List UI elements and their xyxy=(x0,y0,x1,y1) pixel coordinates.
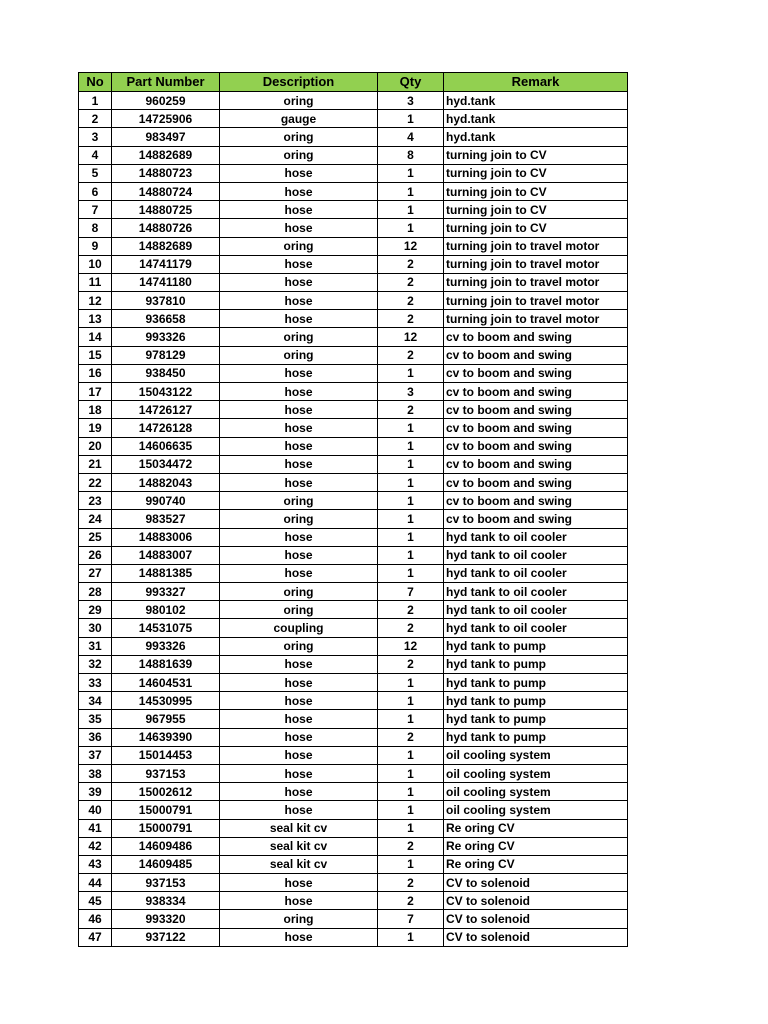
cell-qty: 1 xyxy=(378,164,444,182)
cell-qty: 3 xyxy=(378,92,444,110)
cell-remark: cv to boom and swing xyxy=(444,328,628,346)
cell-qty: 12 xyxy=(378,237,444,255)
table-row xyxy=(79,746,628,764)
cell-description: oring xyxy=(220,601,378,619)
cell-qty: 1 xyxy=(378,801,444,819)
cell-part-number: 14609485 xyxy=(112,855,220,873)
cell-qty: 3 xyxy=(378,383,444,401)
parts-table xyxy=(78,72,628,947)
table-row xyxy=(79,892,628,910)
table-row xyxy=(79,292,628,310)
cell-description: oring xyxy=(220,128,378,146)
cell-no: 37 xyxy=(79,746,112,764)
cell-description: hose xyxy=(220,928,378,946)
table-row xyxy=(79,92,628,110)
cell-remark: turning join to CV xyxy=(444,146,628,164)
cell-description: oring xyxy=(220,346,378,364)
cell-no: 2 xyxy=(79,110,112,128)
cell-part-number: 938450 xyxy=(112,364,220,382)
header-row xyxy=(79,73,628,92)
cell-no: 39 xyxy=(79,783,112,801)
table-row xyxy=(79,473,628,491)
cell-no: 9 xyxy=(79,237,112,255)
cell-description: oring xyxy=(220,237,378,255)
cell-remark: hyd tank to oil cooler xyxy=(444,583,628,601)
cell-no: 10 xyxy=(79,255,112,273)
cell-remark: cv to boom and swing xyxy=(444,419,628,437)
cell-remark: cv to boom and swing xyxy=(444,473,628,491)
cell-no: 45 xyxy=(79,892,112,910)
cell-remark: CV to solenoid xyxy=(444,892,628,910)
cell-remark: CV to solenoid xyxy=(444,874,628,892)
cell-description: hose xyxy=(220,783,378,801)
cell-part-number: 14530995 xyxy=(112,692,220,710)
cell-no: 24 xyxy=(79,510,112,528)
cell-remark: hyd tank to oil cooler xyxy=(444,546,628,564)
cell-no: 14 xyxy=(79,328,112,346)
table-row xyxy=(79,237,628,255)
table-row xyxy=(79,455,628,473)
cell-qty: 1 xyxy=(378,510,444,528)
cell-part-number: 14880723 xyxy=(112,164,220,182)
cell-remark: hyd tank to oil cooler xyxy=(444,619,628,637)
cell-part-number: 15000791 xyxy=(112,819,220,837)
table-row xyxy=(79,819,628,837)
cell-remark: CV to solenoid xyxy=(444,928,628,946)
cell-qty: 2 xyxy=(378,892,444,910)
header-no: No xyxy=(79,73,112,92)
table-row xyxy=(79,710,628,728)
cell-no: 33 xyxy=(79,674,112,692)
cell-qty: 1 xyxy=(378,674,444,692)
cell-no: 5 xyxy=(79,164,112,182)
cell-no: 43 xyxy=(79,855,112,873)
cell-description: hose xyxy=(220,401,378,419)
cell-remark: hyd tank to pump xyxy=(444,728,628,746)
header-description: Description xyxy=(220,73,378,92)
cell-description: hose xyxy=(220,273,378,291)
cell-qty: 2 xyxy=(378,601,444,619)
cell-no: 31 xyxy=(79,637,112,655)
cell-remark: hyd tank to pump xyxy=(444,674,628,692)
cell-description: hose xyxy=(220,674,378,692)
cell-remark: hyd tank to pump xyxy=(444,655,628,673)
cell-description: hose xyxy=(220,655,378,673)
cell-part-number: 14880726 xyxy=(112,219,220,237)
table-row xyxy=(79,564,628,582)
cell-qty: 2 xyxy=(378,292,444,310)
cell-description: hose xyxy=(220,892,378,910)
cell-qty: 12 xyxy=(378,328,444,346)
cell-description: hose xyxy=(220,219,378,237)
cell-qty: 1 xyxy=(378,819,444,837)
cell-description: hose xyxy=(220,419,378,437)
table-row xyxy=(79,928,628,946)
cell-part-number: 15043122 xyxy=(112,383,220,401)
cell-description: hose xyxy=(220,437,378,455)
cell-remark: hyd.tank xyxy=(444,110,628,128)
cell-description: hose xyxy=(220,528,378,546)
table-row xyxy=(79,619,628,637)
cell-remark: oil cooling system xyxy=(444,746,628,764)
cell-qty: 2 xyxy=(378,874,444,892)
cell-part-number: 967955 xyxy=(112,710,220,728)
cell-part-number: 14881639 xyxy=(112,655,220,673)
cell-no: 42 xyxy=(79,837,112,855)
cell-remark: cv to boom and swing xyxy=(444,455,628,473)
cell-qty: 1 xyxy=(378,219,444,237)
cell-description: oring xyxy=(220,492,378,510)
cell-no: 29 xyxy=(79,601,112,619)
cell-part-number: 993327 xyxy=(112,583,220,601)
cell-qty: 12 xyxy=(378,637,444,655)
cell-no: 13 xyxy=(79,310,112,328)
cell-part-number: 14726128 xyxy=(112,419,220,437)
cell-qty: 1 xyxy=(378,492,444,510)
cell-part-number: 990740 xyxy=(112,492,220,510)
cell-qty: 1 xyxy=(378,928,444,946)
cell-remark: turning join to travel motor xyxy=(444,237,628,255)
cell-remark: oil cooling system xyxy=(444,764,628,782)
cell-no: 18 xyxy=(79,401,112,419)
cell-description: hose xyxy=(220,364,378,382)
cell-no: 34 xyxy=(79,692,112,710)
table-row xyxy=(79,383,628,401)
cell-no: 1 xyxy=(79,92,112,110)
cell-qty: 4 xyxy=(378,128,444,146)
cell-remark: turning join to CV xyxy=(444,219,628,237)
cell-no: 36 xyxy=(79,728,112,746)
header-remark: Remark xyxy=(444,73,628,92)
cell-part-number: 15034472 xyxy=(112,455,220,473)
cell-no: 32 xyxy=(79,655,112,673)
cell-description: oring xyxy=(220,583,378,601)
table-row xyxy=(79,637,628,655)
cell-no: 17 xyxy=(79,383,112,401)
cell-remark: Re oring CV xyxy=(444,837,628,855)
cell-remark: turning join to CV xyxy=(444,182,628,200)
table-row xyxy=(79,783,628,801)
cell-qty: 2 xyxy=(378,837,444,855)
table-row xyxy=(79,273,628,291)
table-row xyxy=(79,328,628,346)
cell-remark: cv to boom and swing xyxy=(444,346,628,364)
cell-part-number: 960259 xyxy=(112,92,220,110)
cell-description: hose xyxy=(220,564,378,582)
cell-qty: 2 xyxy=(378,255,444,273)
table-row xyxy=(79,874,628,892)
cell-part-number: 14881385 xyxy=(112,564,220,582)
cell-remark: Re oring CV xyxy=(444,855,628,873)
cell-description: oring xyxy=(220,510,378,528)
cell-no: 27 xyxy=(79,564,112,582)
cell-qty: 1 xyxy=(378,564,444,582)
cell-part-number: 15014453 xyxy=(112,746,220,764)
cell-part-number: 15002612 xyxy=(112,783,220,801)
cell-remark: hyd.tank xyxy=(444,92,628,110)
cell-qty: 2 xyxy=(378,619,444,637)
table-row xyxy=(79,437,628,455)
cell-part-number: 14741180 xyxy=(112,273,220,291)
table-row xyxy=(79,419,628,437)
table-row xyxy=(79,110,628,128)
table-row xyxy=(79,728,628,746)
cell-description: hose xyxy=(220,292,378,310)
cell-part-number: 993326 xyxy=(112,637,220,655)
cell-part-number: 14883007 xyxy=(112,546,220,564)
cell-description: coupling xyxy=(220,619,378,637)
cell-qty: 1 xyxy=(378,455,444,473)
cell-no: 41 xyxy=(79,819,112,837)
cell-description: hose xyxy=(220,710,378,728)
cell-qty: 1 xyxy=(378,182,444,200)
table-row xyxy=(79,201,628,219)
cell-description: oring xyxy=(220,637,378,655)
cell-remark: cv to boom and swing xyxy=(444,364,628,382)
cell-qty: 1 xyxy=(378,546,444,564)
cell-qty: 2 xyxy=(378,346,444,364)
cell-remark: turning join to travel motor xyxy=(444,292,628,310)
cell-remark: turning join to CV xyxy=(444,164,628,182)
cell-no: 22 xyxy=(79,473,112,491)
cell-description: hose xyxy=(220,383,378,401)
table-row xyxy=(79,128,628,146)
cell-description: oring xyxy=(220,910,378,928)
cell-remark: hyd tank to pump xyxy=(444,637,628,655)
cell-part-number: 14882689 xyxy=(112,237,220,255)
table-row xyxy=(79,910,628,928)
cell-description: hose xyxy=(220,255,378,273)
cell-no: 25 xyxy=(79,528,112,546)
table-row xyxy=(79,492,628,510)
cell-no: 3 xyxy=(79,128,112,146)
table-row xyxy=(79,855,628,873)
cell-no: 21 xyxy=(79,455,112,473)
cell-no: 8 xyxy=(79,219,112,237)
cell-description: oring xyxy=(220,92,378,110)
cell-description: hose xyxy=(220,546,378,564)
cell-part-number: 14531075 xyxy=(112,619,220,637)
table-row xyxy=(79,692,628,710)
table-row xyxy=(79,346,628,364)
table-row xyxy=(79,546,628,564)
cell-qty: 1 xyxy=(378,710,444,728)
cell-remark: cv to boom and swing xyxy=(444,492,628,510)
cell-no: 20 xyxy=(79,437,112,455)
cell-no: 19 xyxy=(79,419,112,437)
cell-part-number: 14883006 xyxy=(112,528,220,546)
cell-qty: 1 xyxy=(378,473,444,491)
cell-description: gauge xyxy=(220,110,378,128)
cell-remark: oil cooling system xyxy=(444,801,628,819)
cell-qty: 2 xyxy=(378,273,444,291)
cell-remark: CV to solenoid xyxy=(444,910,628,928)
cell-remark: oil cooling system xyxy=(444,783,628,801)
cell-remark: hyd tank to pump xyxy=(444,692,628,710)
cell-no: 12 xyxy=(79,292,112,310)
cell-part-number: 14882689 xyxy=(112,146,220,164)
cell-description: hose xyxy=(220,310,378,328)
cell-part-number: 14609486 xyxy=(112,837,220,855)
cell-no: 30 xyxy=(79,619,112,637)
table-row xyxy=(79,219,628,237)
cell-part-number: 937122 xyxy=(112,928,220,946)
cell-remark: turning join to travel motor xyxy=(444,273,628,291)
cell-part-number: 983527 xyxy=(112,510,220,528)
cell-qty: 1 xyxy=(378,692,444,710)
table-row xyxy=(79,146,628,164)
cell-no: 26 xyxy=(79,546,112,564)
cell-description: hose xyxy=(220,764,378,782)
cell-remark: Re oring CV xyxy=(444,819,628,837)
cell-qty: 1 xyxy=(378,110,444,128)
cell-remark: cv to boom and swing xyxy=(444,383,628,401)
cell-no: 40 xyxy=(79,801,112,819)
cell-remark: turning join to travel motor xyxy=(444,255,628,273)
cell-qty: 7 xyxy=(378,583,444,601)
cell-no: 46 xyxy=(79,910,112,928)
cell-qty: 1 xyxy=(378,419,444,437)
table-row xyxy=(79,164,628,182)
cell-remark: turning join to CV xyxy=(444,201,628,219)
header-part-number: Part Number xyxy=(112,73,220,92)
cell-part-number: 14606635 xyxy=(112,437,220,455)
table-row xyxy=(79,801,628,819)
table-row xyxy=(79,655,628,673)
cell-remark: hyd tank to oil cooler xyxy=(444,564,628,582)
table-row xyxy=(79,601,628,619)
cell-part-number: 937153 xyxy=(112,764,220,782)
cell-description: hose xyxy=(220,692,378,710)
cell-description: hose xyxy=(220,801,378,819)
cell-qty: 1 xyxy=(378,364,444,382)
cell-part-number: 978129 xyxy=(112,346,220,364)
cell-no: 23 xyxy=(79,492,112,510)
cell-part-number: 938334 xyxy=(112,892,220,910)
cell-description: hose xyxy=(220,455,378,473)
cell-description: hose xyxy=(220,164,378,182)
cell-qty: 1 xyxy=(378,746,444,764)
table-row xyxy=(79,837,628,855)
table-row xyxy=(79,528,628,546)
cell-remark: hyd.tank xyxy=(444,128,628,146)
cell-remark: hyd tank to oil cooler xyxy=(444,528,628,546)
cell-no: 16 xyxy=(79,364,112,382)
cell-remark: cv to boom and swing xyxy=(444,401,628,419)
cell-no: 38 xyxy=(79,764,112,782)
cell-qty: 1 xyxy=(378,764,444,782)
cell-qty: 1 xyxy=(378,201,444,219)
cell-description: seal kit cv xyxy=(220,855,378,873)
cell-no: 47 xyxy=(79,928,112,946)
table-row xyxy=(79,674,628,692)
cell-description: seal kit cv xyxy=(220,819,378,837)
cell-part-number: 980102 xyxy=(112,601,220,619)
cell-qty: 1 xyxy=(378,437,444,455)
cell-description: oring xyxy=(220,328,378,346)
cell-description: hose xyxy=(220,874,378,892)
cell-no: 28 xyxy=(79,583,112,601)
cell-description: oring xyxy=(220,146,378,164)
cell-no: 6 xyxy=(79,182,112,200)
cell-part-number: 14741179 xyxy=(112,255,220,273)
cell-remark: hyd tank to pump xyxy=(444,710,628,728)
table-row xyxy=(79,764,628,782)
cell-part-number: 14880725 xyxy=(112,201,220,219)
cell-qty: 2 xyxy=(378,655,444,673)
cell-qty: 2 xyxy=(378,401,444,419)
cell-part-number: 937810 xyxy=(112,292,220,310)
cell-part-number: 14639390 xyxy=(112,728,220,746)
cell-description: hose xyxy=(220,746,378,764)
cell-remark: turning join to travel motor xyxy=(444,310,628,328)
cell-part-number: 993326 xyxy=(112,328,220,346)
table-row xyxy=(79,255,628,273)
cell-description: hose xyxy=(220,473,378,491)
header-qty: Qty xyxy=(378,73,444,92)
cell-no: 4 xyxy=(79,146,112,164)
cell-part-number: 14726127 xyxy=(112,401,220,419)
table-row xyxy=(79,364,628,382)
cell-qty: 7 xyxy=(378,910,444,928)
cell-no: 15 xyxy=(79,346,112,364)
cell-part-number: 983497 xyxy=(112,128,220,146)
cell-description: hose xyxy=(220,182,378,200)
cell-qty: 1 xyxy=(378,783,444,801)
cell-qty: 2 xyxy=(378,728,444,746)
table-row xyxy=(79,583,628,601)
cell-part-number: 937153 xyxy=(112,874,220,892)
cell-part-number: 936658 xyxy=(112,310,220,328)
cell-remark: cv to boom and swing xyxy=(444,510,628,528)
cell-qty: 2 xyxy=(378,310,444,328)
cell-part-number: 14882043 xyxy=(112,473,220,491)
cell-description: hose xyxy=(220,201,378,219)
cell-part-number: 14880724 xyxy=(112,182,220,200)
cell-part-number: 15000791 xyxy=(112,801,220,819)
cell-remark: hyd tank to oil cooler xyxy=(444,601,628,619)
cell-qty: 1 xyxy=(378,855,444,873)
cell-qty: 1 xyxy=(378,528,444,546)
cell-description: hose xyxy=(220,728,378,746)
table-row xyxy=(79,310,628,328)
cell-part-number: 993320 xyxy=(112,910,220,928)
cell-part-number: 14604531 xyxy=(112,674,220,692)
cell-part-number: 14725906 xyxy=(112,110,220,128)
table-body xyxy=(79,92,628,947)
cell-no: 35 xyxy=(79,710,112,728)
cell-remark: cv to boom and swing xyxy=(444,437,628,455)
cell-description: seal kit cv xyxy=(220,837,378,855)
cell-qty: 8 xyxy=(378,146,444,164)
cell-no: 44 xyxy=(79,874,112,892)
table-row xyxy=(79,401,628,419)
table-row xyxy=(79,182,628,200)
cell-no: 7 xyxy=(79,201,112,219)
table-header xyxy=(79,73,628,92)
table-row xyxy=(79,510,628,528)
cell-no: 11 xyxy=(79,273,112,291)
